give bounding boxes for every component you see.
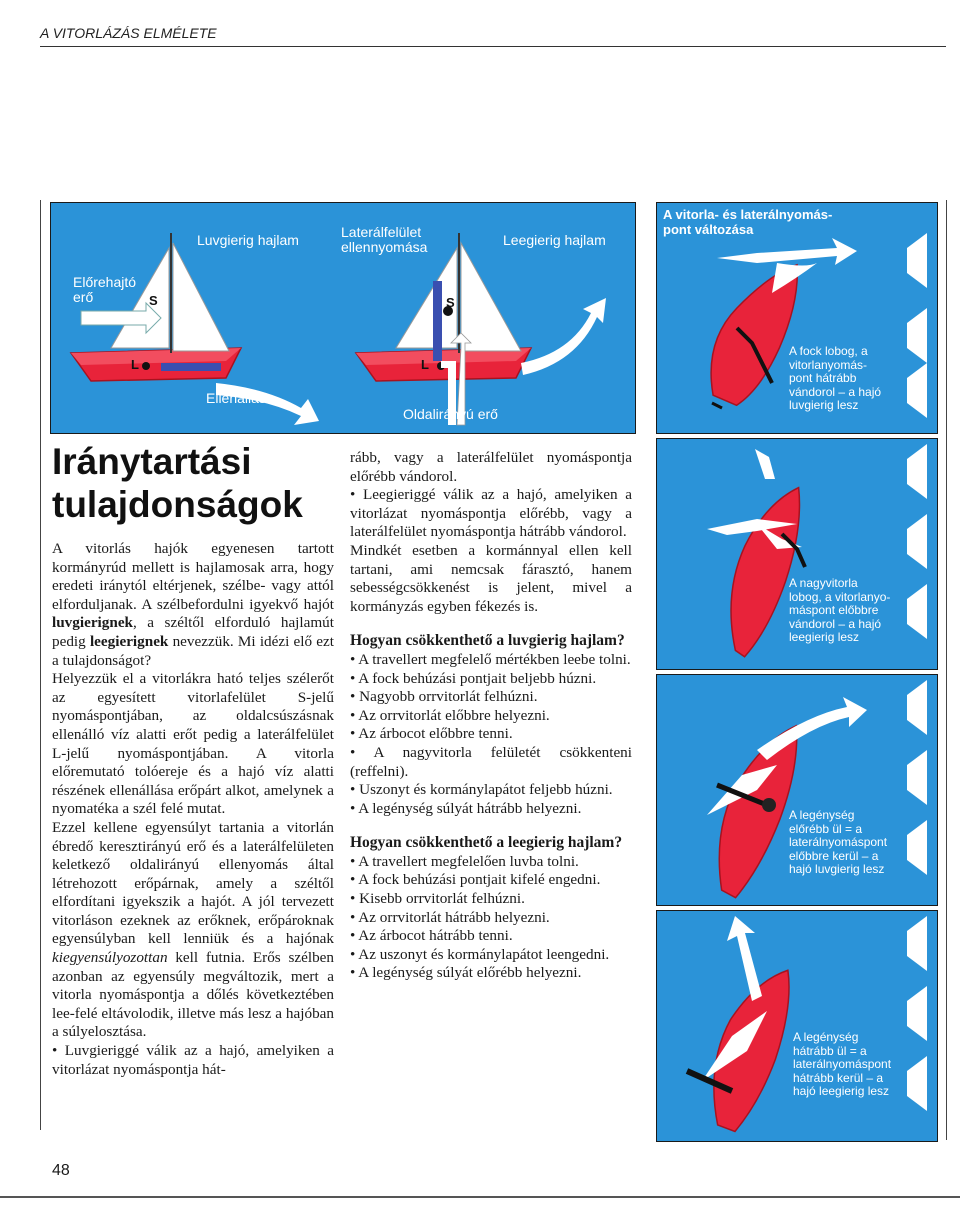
term-kiegyensulyozottan: kiegyensúlyozottan bbox=[52, 949, 168, 967]
list-item: • Nagyobb orrvitorlát felhúzni. bbox=[350, 688, 632, 707]
col1-p1-text-a: A vitorlás hajók egyenesen tartott kormányrúd mellett is hajlamosak arra, hogy eredeti iránytól eltérjenek, szélbe- vagy attól elforduljanak. A szélbefordulni igyekvő hajót bbox=[52, 540, 334, 613]
label-l-left: L bbox=[131, 357, 139, 372]
label-lateralfelulet-line2: ellennyomása bbox=[341, 239, 428, 255]
side-panel-3-caption-line: előrébb ül = a bbox=[789, 821, 863, 836]
side-panel-4-caption-line: A legénység bbox=[793, 1030, 859, 1044]
label-s-left: S bbox=[149, 293, 158, 308]
side-panel-2-caption bbox=[789, 577, 890, 645]
col1-paragraph-2: Helyezzük el a vitorlákra ható teljes szélerőt az egyesített vitorlafelület S-jelű nyomáspontjában, az oldalcsúszásnak ellenálló víz alatti erőt pedig a laterálfelület L-jelű nyomáspontjában. A vitorla előremutató tolóereje és a hajó víz alatti részének ellenállása erőpárt alkot, amelynek a nyomatéka a szél felé mutat. bbox=[52, 670, 334, 818]
side-panel-2 bbox=[656, 438, 938, 670]
list-item: • A fock behúzási pontjait kifelé engedni. bbox=[350, 871, 632, 890]
col1-paragraph-3 bbox=[52, 819, 334, 1042]
left-boat bbox=[71, 233, 319, 425]
side-panel-4-caption-line: hajó leegierig lesz bbox=[793, 1084, 890, 1098]
side-panel-2-caption-line: leegierig lesz bbox=[789, 630, 860, 644]
label-ellenallas: Ellenállás bbox=[206, 390, 266, 406]
figure-top-panel bbox=[50, 202, 636, 434]
article-column-1 bbox=[52, 540, 334, 1079]
side-panel-1-caption-line: A fock lobog, a bbox=[789, 344, 868, 358]
list-item: • A nagyvitorla felületét csökkenteni (reffelni). bbox=[350, 744, 632, 781]
list-item: • Kisebb orrvitorlát felhúzni. bbox=[350, 890, 632, 909]
list-item: • Az orrvitorlát előbbre helyezni. bbox=[350, 707, 632, 726]
side-panel-1-caption-line: pont hátrább bbox=[789, 371, 857, 385]
side-panel-1-caption-line: luvgierig lesz bbox=[789, 398, 859, 412]
middle-boat bbox=[356, 233, 606, 425]
side-panel-3-caption bbox=[789, 809, 887, 877]
heading-leegierig-reduce: Hogyan csökkenthető a leegierig hajlam? bbox=[350, 834, 623, 852]
side-panels-title bbox=[663, 207, 832, 237]
side-panel-4-caption-line: hátrább kerül – a bbox=[793, 1070, 884, 1085]
label-luvgierig-hajlam: Luvgierig hajlam bbox=[197, 232, 299, 248]
header-rule bbox=[40, 46, 946, 47]
col2-paragraph-1: rább, vagy a laterálfelület nyomáspontja előrébb vándorol. bbox=[350, 449, 632, 485]
side-panel-1-caption-line: vitorlanyomás- bbox=[789, 357, 868, 372]
label-lateralfelulet bbox=[341, 225, 427, 255]
article-title bbox=[52, 440, 303, 526]
list-leegierig-reduce bbox=[350, 853, 632, 983]
label-l-middle: L bbox=[421, 357, 429, 372]
side-panels-title-line1: A vitorla- és laterálnyomás- bbox=[663, 207, 833, 222]
label-elorehajto-ero bbox=[73, 275, 136, 305]
col2-paragraph-3: Mindkét esetben a kormánnyal ellen kell tartani, ami nemcsak fárasztó, hanem sebességcsökkenést is jelent, mivel a kormányzás egyben fékezés is. bbox=[350, 541, 632, 615]
side-panel-4 bbox=[656, 910, 938, 1142]
side-panel-2-caption-line: lobog, a vitorlanyo- bbox=[789, 589, 891, 604]
col1-p1-text-d: nevezzük. Mi idézi elő ezt a tulajdonságot? bbox=[52, 632, 334, 669]
side-panel-4-caption-line: laterálnyomáspont bbox=[793, 1057, 892, 1071]
list-item: • A legénység súlyát előrébb helyezni. bbox=[350, 964, 632, 983]
label-oldaliranyu-ero: Oldalirányú erő bbox=[403, 406, 498, 422]
side-panel-3-caption-line: laterálnyomáspont bbox=[789, 835, 888, 849]
page-number: 48 bbox=[52, 1162, 70, 1179]
article-title-line1: Iránytartási bbox=[52, 441, 252, 482]
column-rule-left bbox=[40, 200, 41, 1130]
bottom-rule bbox=[0, 1196, 960, 1198]
side-panel-3-caption-line: előbbre kerül – a bbox=[789, 848, 879, 863]
article-column-2 bbox=[350, 449, 632, 983]
side-panel-3 bbox=[656, 674, 938, 906]
col1-bullet-luvgierig: • Luvgieriggé válik az a hajó, amelyiken a vitorlázat nyomáspontja hát- bbox=[52, 1042, 334, 1079]
side-panel-1-caption-line: vándorol – a hajó bbox=[789, 384, 882, 399]
side-panel-2-caption-line: A nagyvitorla bbox=[789, 576, 858, 590]
label-elorehajto-ero-line2: erő bbox=[73, 289, 94, 305]
label-lateralfelulet-line1: Laterálfelület bbox=[341, 224, 422, 240]
list-item: • Uszonyt és kormánylapátot feljebb húzni. bbox=[350, 781, 632, 800]
col1-p1-text-c: , a széltől elforduló hajlamút pedig bbox=[52, 614, 334, 650]
side-panel-1 bbox=[656, 202, 938, 434]
heading-luvgierig-reduce: Hogyan csökkenthető a luvgierig hajlam? bbox=[350, 632, 625, 650]
col2-bullet-leegierig: • Leegieriggé válik az a hajó, amelyiken a vitorlázat nyomáspontja előrébb, vagy a laterálfelület nyomáspontja hátrább vándorol. bbox=[350, 486, 632, 542]
side-panel-3-caption-line: hajó luvgierig lesz bbox=[789, 862, 885, 876]
side-panel-1-caption bbox=[789, 345, 881, 413]
article-title-line2: tulajdonságok bbox=[52, 484, 303, 525]
col1-p3-text-b: kell futnia. Erős szélben azonban az egyensúly megváltozik, mert a vitorla nyomáspontja a dőlés következtében lee-felé eltávolodik, illetve más lesz a hajóban a súlyelosztása. bbox=[52, 949, 334, 1041]
label-leegierig-hajlam: Leegierig hajlam bbox=[503, 232, 606, 248]
side-panel-2-caption-line: máspont előbbre bbox=[789, 603, 879, 617]
list-item: • A fock behúzási pontjait beljebb húzni. bbox=[350, 670, 632, 689]
col1-p3-text-a: Ezzel kellene egyensúlyt tartania a vitorlán ébredő keresztirányú erő és a laterálfelületen keletkező oldalirányú ellenyomás által létrehozott erőpárnak, amely a széltől elfordítani igyekszik a hajót. A jól tervezett vitorláson ezeknek az erőknek, erőpároknak egyensúlyban kell lenniük és a hajónak bbox=[52, 818, 334, 948]
list-luvgierig-reduce bbox=[350, 651, 632, 818]
side-panel-4-drawing bbox=[657, 911, 939, 1143]
list-item: • Az árbocot előbbre tenni. bbox=[350, 725, 632, 744]
list-item: • A travellert megfelelő mértékben leebe tolni. bbox=[350, 651, 632, 670]
column-rule-right bbox=[946, 200, 947, 1140]
running-header: A VITORLÁZÁS ELMÉLETE bbox=[40, 25, 217, 41]
side-panel-3-caption-line: A legénység bbox=[789, 808, 855, 822]
col1-paragraph-1 bbox=[52, 540, 334, 670]
side-panels-title-line2: pont változása bbox=[663, 222, 754, 237]
list-item: • Az orrvitorlát hátrább helyezni. bbox=[350, 909, 632, 928]
side-panel-4-caption-line: hátrább ül = a bbox=[793, 1043, 867, 1058]
list-item: • A legénység súlyát hátrább helyezni. bbox=[350, 800, 632, 819]
term-leegierig: leegierignek bbox=[89, 632, 169, 650]
list-item: • Az árbocot hátrább tenni. bbox=[350, 927, 632, 946]
label-elorehajto-ero-line1: Előrehajtó bbox=[73, 274, 137, 290]
side-panel-4-caption bbox=[793, 1031, 891, 1099]
list-item: • A travellert megfelelően luvba tolni. bbox=[350, 853, 632, 872]
side-panel-2-caption-line: vándorol – a hajó bbox=[789, 616, 882, 631]
list-item: • Az uszonyt és kormánylapátot leengedni. bbox=[350, 946, 632, 965]
label-s-middle: S bbox=[446, 295, 455, 310]
term-luvgierig: luvgierignek bbox=[52, 614, 134, 632]
